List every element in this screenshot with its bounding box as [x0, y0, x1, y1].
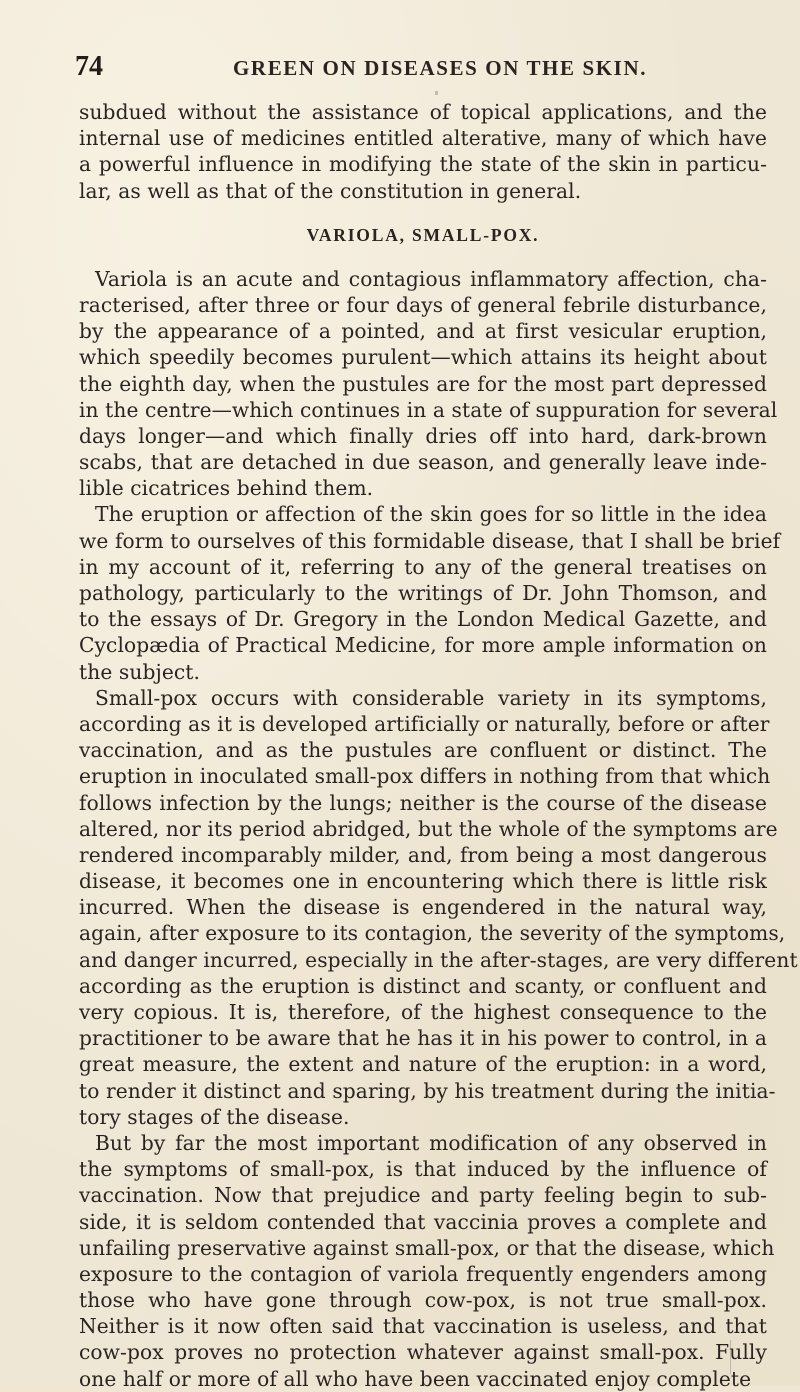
text-line: days longer—and which finally dries off into hard, dark-brown	[79, 423, 767, 448]
text-line: side, it is seldom contended that vaccinia proves a complete and	[79, 1209, 767, 1234]
running-header	[75, 52, 755, 82]
text-line: those who have gone through cow-pox, is not true small-pox.	[79, 1288, 767, 1313]
text-line: one half or more of all who have been vaccinated enjoy complete	[79, 1366, 752, 1391]
text-line: very copious. It is, therefore, of the highest consequence to the	[79, 1000, 767, 1024]
text-line: great measure, the extent and nature of the eruption: in a word,	[79, 1052, 767, 1077]
text-line: racterised, after three or four days of general febrile disturbance,	[79, 292, 767, 317]
text-line: cow-pox proves no protection whatever against small-pox. Fully	[79, 1340, 767, 1365]
text-line: a powerful influence in modifying the state of the skin in particu-	[79, 152, 767, 177]
text-line: practitioner to be aware that he has it in his power to control, in a	[79, 1026, 767, 1051]
running-title: GREEN ON DISEASES ON THE SKIN.	[233, 56, 648, 80]
text-line: subdued without the assistance of topical applications, and the	[79, 100, 767, 124]
text-line: the subject.	[79, 659, 201, 684]
page-number: 74	[75, 51, 103, 82]
text-line: scabs, that are detached in due season, and generally leave inde-	[79, 450, 767, 475]
paragraph-varieties	[79, 685, 798, 1130]
text-line: to the essays of Dr. Gregory in the London Medical Gazette, and	[79, 607, 767, 632]
text-line: The eruption or affection of the skin goes for so little in the idea	[95, 502, 767, 527]
intro-paragraph	[79, 99, 767, 204]
text-line: altered, nor its period abridged, but the whole of the symptoms are	[79, 816, 778, 841]
text-line: Variola is an acute and contagious inflammatory affection, cha-	[95, 266, 767, 291]
section-heading: VARIOLA, SMALL-POX.	[306, 224, 540, 245]
text-line: Cyclopædia of Practical Medicine, for more ample information on	[79, 633, 767, 658]
text-line: according as it is developed artificially or naturally, before or after	[79, 711, 770, 736]
text-line: according as the eruption is distinct and scanty, or confluent and	[79, 973, 767, 998]
body-text	[79, 99, 798, 1392]
text-line: lar, as well as that of the constitution in general.	[79, 178, 582, 203]
text-line: which speedily becomes purulent—which attains its height about	[79, 345, 767, 370]
text-line: unfailing preservative against small-pox, or that the disease, which	[79, 1235, 775, 1260]
paragraph-vaccination	[79, 1130, 775, 1392]
text-line: the symptoms of small-pox, is that induced by the influence of	[79, 1157, 767, 1182]
text-line: lible cicatrices behind them.	[79, 476, 374, 501]
text-line: we form to ourselves of this formidable disease, that I shall be brief	[79, 528, 781, 553]
text-line: follows infection by the lungs; neither is the course of the disease	[79, 790, 767, 815]
text-line: again, after exposure to its contagion, the severity of the symptoms,	[79, 921, 786, 946]
text-line: by the appearance of a pointed, and at first vesicular eruption,	[79, 319, 767, 344]
text-line: to render it distinct and sparing, by his treatment during the initia-	[79, 1078, 776, 1103]
text-line: disease, it becomes one in encountering which there is little risk	[79, 869, 767, 894]
text-line: in my account of it, referring to any of the general treatises on	[79, 554, 767, 579]
text-line: and danger incurred, especially in the after-stages, are very different	[79, 947, 798, 972]
text-line: exposure to the contagion of variola frequently engenders among	[79, 1261, 767, 1286]
text-line: Small-pox occurs with considerable variety in its symptoms,	[95, 685, 767, 710]
paragraph-definition	[79, 266, 778, 502]
paper-speck	[435, 91, 438, 95]
text-line: vaccination. Now that prejudice and party feeling begin to sub-	[79, 1183, 767, 1208]
text-line: pathology, particularly to the writings of Dr. John Thomson, and	[79, 581, 767, 605]
text-line: the eighth day, when the pustules are for the most part depressed	[79, 371, 767, 396]
text-line: tory stages of the disease.	[79, 1104, 350, 1129]
text-line: But by far the most important modification of any observed in	[95, 1130, 767, 1155]
text-line: vaccination, and as the pustules are confluent or distinct. The	[79, 738, 767, 763]
text-line: in the centre—which continues in a state of suppuration for several	[79, 397, 778, 422]
text-line: rendered incomparably milder, and, from being a most dangerous	[79, 842, 767, 867]
text-line: Neither is it now often said that vaccination is useless, and that	[79, 1314, 767, 1339]
paragraph-references	[79, 501, 781, 684]
text-line: eruption in inoculated small-pox differs in nothing from that which	[79, 764, 771, 789]
text-line: internal use of medicines entitled alterative, many of which have	[79, 126, 767, 151]
text-line: incurred. When the disease is engendered in the natural way,	[79, 895, 767, 920]
paper-speck	[730, 1340, 731, 1374]
